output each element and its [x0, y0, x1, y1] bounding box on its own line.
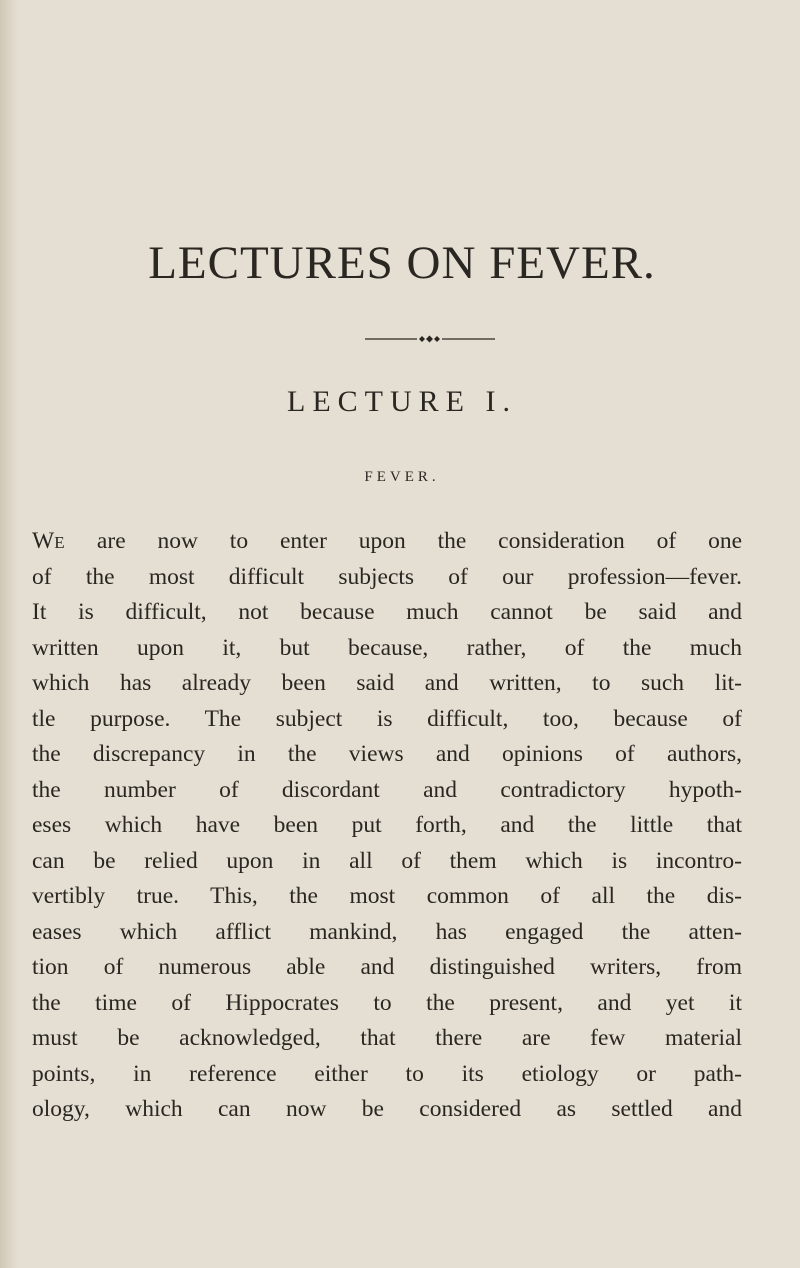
- subject-heading: FEVER.: [364, 469, 440, 485]
- text-line: tion of numerous able and distinguished writers, from: [32, 954, 742, 980]
- page-gutter-shadow: [0, 0, 18, 1268]
- text-line: the discrepancy in the views and opinions of authors,: [32, 741, 742, 767]
- text-line: eases which afflict mankind, has engaged the atten-: [32, 918, 742, 945]
- lecture-heading: LECTURE I.: [287, 385, 517, 418]
- book-title: LECTURES ON FEVER.: [148, 237, 656, 289]
- book-page: [32, 0, 772, 1268]
- text-line: points, in reference either to its etiology or path-: [32, 1060, 742, 1087]
- text-line: It is difficult, not because much cannot be said and: [32, 599, 742, 625]
- text-line: can be relied upon in all of them which is incontro-: [32, 847, 742, 874]
- text-line: which has already been said and written, to such lit-: [32, 670, 742, 696]
- text-line: the number of discordant and contradictory hypoth-: [32, 776, 742, 803]
- line-text: are now to enter upon the consideration of one: [65, 528, 742, 554]
- text-line: eses which have been put forth, and the little that: [32, 812, 742, 838]
- text-line: vertibly true. This, the most common of all the dis-: [32, 883, 742, 909]
- text-line: [32, 524, 742, 560]
- opening-smallcap: E: [54, 533, 66, 552]
- rule-with-diamonds-icon: [365, 334, 495, 344]
- text-line: ology, which can now be considered as settled and: [32, 1096, 742, 1122]
- text-line: the time of Hippocrates to the present, and yet it: [32, 989, 742, 1016]
- body-text: [32, 524, 742, 1128]
- opening-initial: W: [32, 528, 55, 554]
- text-line: must be acknowledged, that there are few material: [32, 1025, 742, 1051]
- text-line: tle purpose. The subject is difficult, too, because of: [32, 705, 742, 732]
- text-line: written upon it, but because, rather, of the much: [32, 634, 742, 661]
- text-line: of the most difficult subjects of our profession—fever.: [32, 563, 742, 590]
